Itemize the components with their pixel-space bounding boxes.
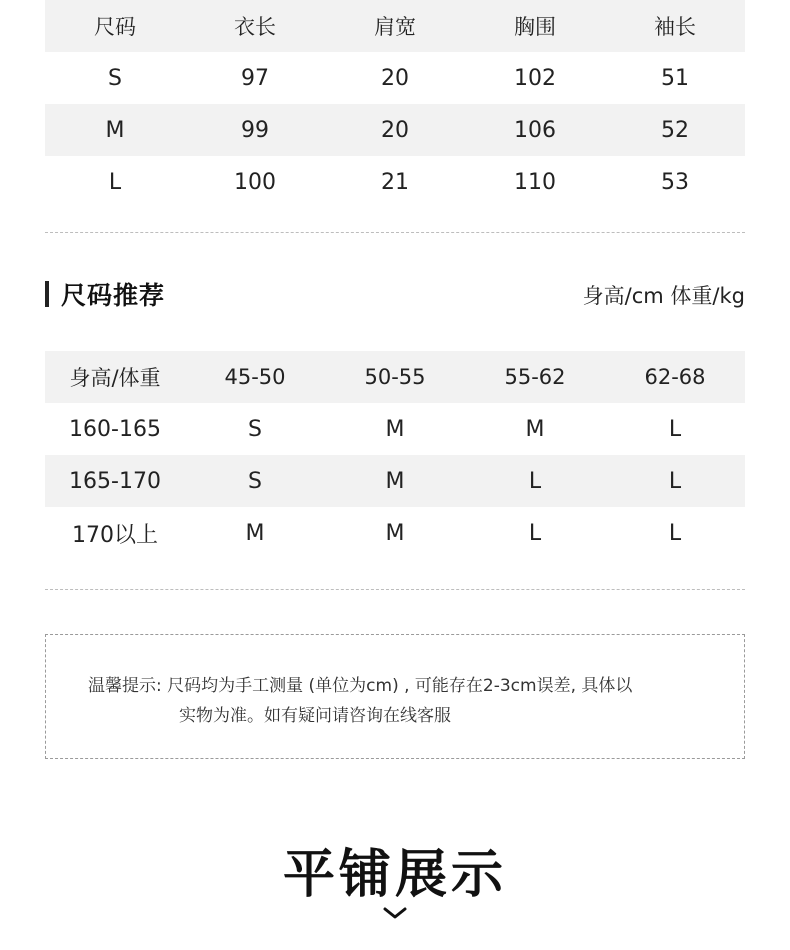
table-cell: S	[108, 65, 122, 91]
size-table-header	[45, 0, 745, 52]
table-cell: L	[668, 468, 682, 494]
table-cell: M	[385, 520, 405, 546]
dashed-divider	[45, 589, 745, 590]
notice-text: 实物为准。如有疑问请咨询在线客服	[179, 706, 451, 726]
table-cell: 106	[514, 117, 556, 143]
header-cell: 袖长	[654, 15, 696, 39]
table-cell: M	[105, 117, 125, 143]
table-cell: L	[668, 416, 682, 442]
section-accent-bar	[45, 281, 49, 307]
table-cell: M	[385, 416, 405, 442]
table-cell: L	[668, 520, 682, 546]
notice-text: 温馨提示: 尺码均为手工测量 (单位为cm) , 可能存在2-3cm误差, 具体以	[88, 676, 633, 696]
header-cell: 50-55	[364, 365, 426, 389]
header-cell: 身高/体重	[69, 366, 161, 390]
table-cell: 100	[234, 169, 276, 195]
table-row	[45, 403, 745, 455]
table-cell: M	[385, 468, 405, 494]
header-cell: 胸围	[514, 15, 556, 39]
table-cell: M	[525, 416, 545, 442]
table-row	[45, 52, 745, 104]
header-cell: 45-50	[224, 365, 286, 389]
header-cell: 62-68	[644, 365, 706, 389]
table-cell: 20	[381, 65, 409, 91]
section-title: 尺码推荐	[61, 281, 166, 310]
table-cell: S	[248, 416, 262, 442]
table-cell: 160-165	[69, 416, 161, 442]
table-cell: 170以上	[72, 522, 158, 548]
table-cell: 20	[381, 117, 409, 143]
size-table	[45, 0, 745, 208]
table-cell: M	[245, 520, 265, 546]
table-cell: 99	[241, 117, 269, 143]
table-cell: 53	[661, 169, 689, 195]
section-heading	[45, 272, 745, 316]
table-cell: L	[528, 468, 542, 494]
table-cell: S	[248, 468, 262, 494]
header-cell: 尺码	[94, 15, 136, 39]
display-section-title: 平铺展示	[282, 845, 507, 905]
chevron-down-icon	[383, 906, 407, 920]
table-row	[45, 104, 745, 156]
unit-label: 身高/cm 体重/kg	[582, 284, 745, 308]
table-cell: 51	[661, 65, 689, 91]
table-row	[45, 156, 745, 208]
recommendation-header	[45, 351, 745, 403]
header-cell: 55-62	[504, 365, 566, 389]
table-row	[45, 507, 745, 559]
table-cell: 102	[514, 65, 556, 91]
table-cell: 110	[514, 169, 556, 195]
size-recommendation-table	[45, 351, 745, 559]
table-cell: L	[108, 169, 122, 195]
dashed-divider	[45, 232, 745, 233]
header-cell: 衣长	[234, 15, 276, 39]
table-row	[45, 455, 745, 507]
table-cell: 21	[381, 169, 409, 195]
table-cell: L	[528, 520, 542, 546]
table-cell: 165-170	[69, 468, 161, 494]
table-cell: 97	[241, 65, 269, 91]
header-cell: 肩宽	[374, 15, 416, 39]
table-cell: 52	[661, 117, 689, 143]
notice-box	[45, 634, 745, 759]
